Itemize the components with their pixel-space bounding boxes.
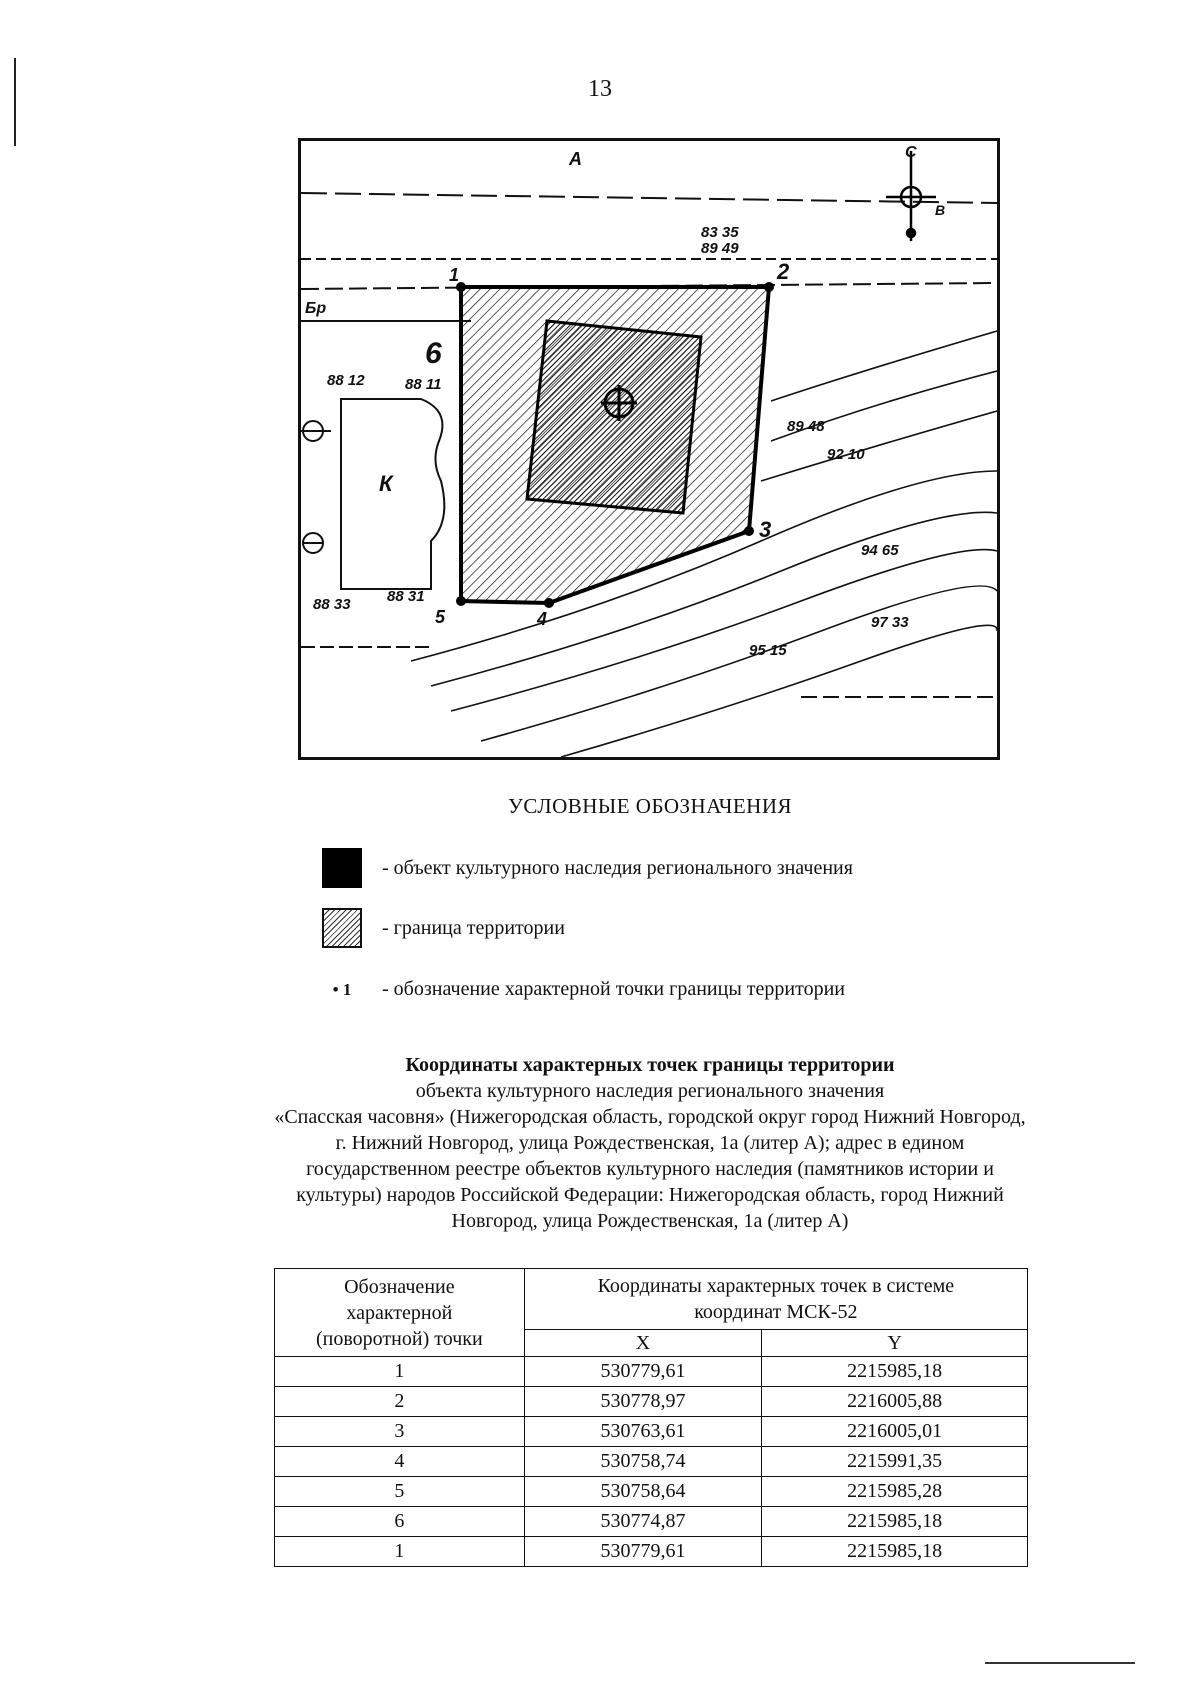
coordinates-table-body [275,1357,1028,1567]
coordinates-heading [150,1052,1150,1234]
table-row: 1 530779,61 2215985,18 [275,1537,1028,1567]
map-label-8949: 89 49 [701,240,739,257]
map-label-b: В [935,202,946,218]
table-row: 2 530778,97 2216005,88 [275,1387,1028,1417]
legend-item-label: - граница территории [382,916,565,939]
map-label-6: 6 [425,337,442,370]
table-row: 1 530779,61 2215985,18 [275,1357,1028,1387]
map-label-9465: 94 65 [861,542,899,559]
map-label-8833: 88 33 [313,596,351,613]
map-point-label-2: 2 [777,259,790,284]
y-header: Y [762,1330,1028,1357]
map-label-8335: 83 35 [701,224,739,241]
table-row: 5 530758,64 2215985,28 [275,1477,1028,1507]
table-row: 4 530758,74 2215991,35 [275,1447,1028,1477]
map-label-8812: 88 12 [327,372,365,389]
coordinates-table [274,1268,1028,1567]
point-designation-header: Обозначение характерной (поворотной) точки [275,1269,525,1357]
legend-item-territory-boundary [322,908,565,948]
map-label-9210: 92 10 [827,446,865,463]
legend-title: УСЛОВНЫЕ ОБОЗНАЧЕНИЯ [507,794,793,818]
heading-title: Координаты характерных точек границы территории [405,1054,895,1076]
point-marker: • 1 [332,979,352,999]
table-row: 6 530774,87 2215985,18 [275,1507,1028,1537]
legend-item-label: - обозначение характерной точки границы территории [382,978,845,1000]
heading-line: «Спасская часовня» (Нижегородская область, городской округ город Нижний Новгород, [274,1106,1026,1128]
map-label-br: Бр [305,300,327,317]
coordinates-header: Координаты характерных точек в системе координат МСК-52 [524,1269,1027,1330]
heading-line: культуры) народов Российской Федерации: Нижегородская область, город Нижний [296,1184,1004,1206]
legend-item-label: - объект культурного наследия регионального значения [382,856,853,879]
map-point-label-1: 1 [449,265,460,285]
map-label-k: К [379,471,393,496]
legend-item-characteristic-point [322,978,845,1001]
utility-pole-icon [886,151,936,241]
map-label-c: С [905,144,917,161]
map-label-8831: 88 31 [387,588,425,605]
heading-line: г. Нижний Новгород, улица Рождественская, 1а (литер А); адрес в едином [335,1132,965,1154]
hatched-square-swatch [322,908,362,948]
page-number: 13 [588,76,612,102]
map-label-9733: 97 33 [871,614,909,631]
heading-line: Новгород, улица Рождественская, 1а (литер А) [451,1210,849,1232]
footer-rule [985,1662,1135,1664]
map-label-9515: 95 15 [749,642,787,659]
map-point-label-4: 4 [537,609,548,629]
site-plan-svg [301,141,997,757]
heading-line: объекта культурного наследия регионального значения [415,1080,885,1102]
x-header: X [524,1330,762,1357]
black-square-swatch [322,848,362,888]
legend-item-heritage-object [322,848,853,888]
map-point-label-5: 5 [435,607,446,627]
heading-line: государственном реестре объектов культурного наследия (памятников истории и [306,1158,994,1180]
map-label-8948: 89 48 [787,418,825,435]
table-row: 3 530763,61 2216005,01 [275,1417,1028,1447]
map-label-8811: 88 11 [405,376,442,393]
map-label-a: А [569,149,582,169]
site-plan-map [298,138,1000,760]
map-point-label-3: 3 [759,517,772,542]
left-building [301,399,444,589]
